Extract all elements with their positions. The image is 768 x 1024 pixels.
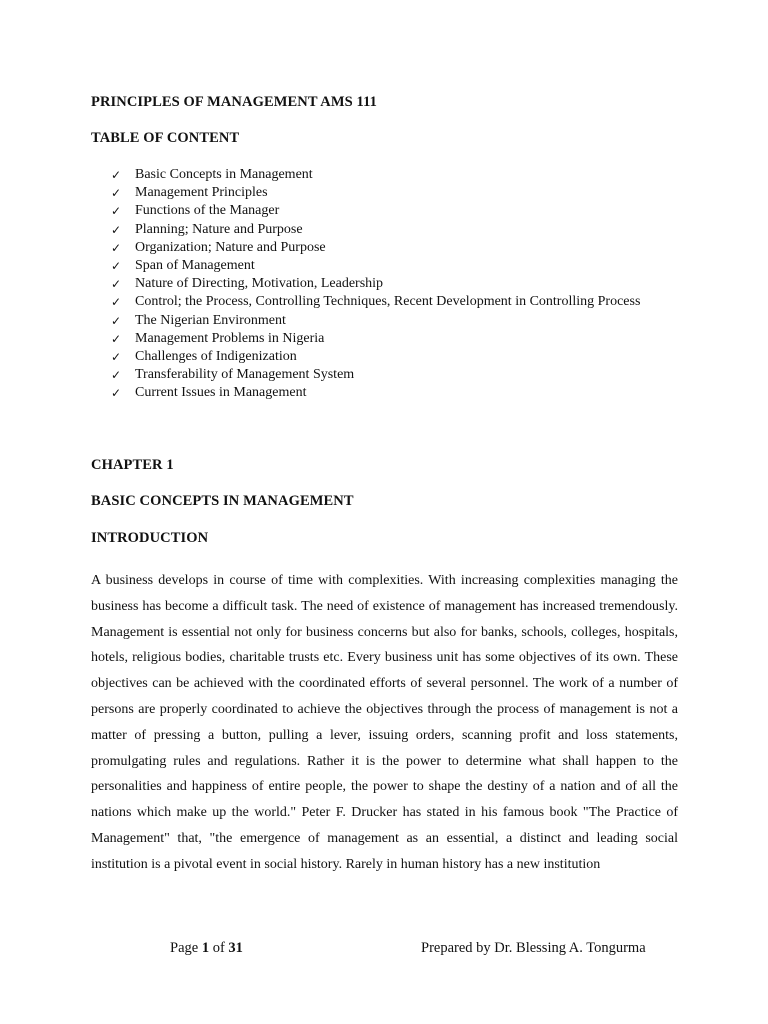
toc-item-label: The Nigerian Environment <box>135 312 286 328</box>
checkmark-icon: ✓ <box>111 277 122 292</box>
checkmark-icon: ✓ <box>111 168 122 182</box>
chapter-title: BASIC CONCEPTS IN MANAGEMENT <box>91 493 354 509</box>
toc-item-label: Control; the Process, Controlling Techniques, Recent Development in Controlling Process <box>135 294 641 310</box>
checkmark-icon: ✓ <box>111 313 122 328</box>
toc-item <box>111 366 678 384</box>
toc-item <box>111 221 678 239</box>
checkmark-icon: ✓ <box>111 240 122 255</box>
page-of: of <box>209 940 229 956</box>
toc-item-label: Challenges of Indigenization <box>135 349 297 365</box>
checkmark-icon: ✓ <box>111 186 122 201</box>
toc-item-label: Current Issues in Management <box>135 385 307 401</box>
checkmark-icon: ✓ <box>111 222 122 237</box>
page-current: 1 <box>201 940 210 956</box>
toc-item-label: Management Principles <box>135 185 268 201</box>
toc-item <box>111 348 678 366</box>
page-number <box>170 940 243 957</box>
toc-item-label: Planning; Nature and Purpose <box>135 221 303 237</box>
toc-item-label: Nature of Directing, Motivation, Leadership <box>135 276 384 292</box>
checkmark-icon: ✓ <box>111 350 122 365</box>
checkmark-icon: ✓ <box>111 259 122 274</box>
toc-item-label: Basic Concepts in Management <box>135 167 313 182</box>
toc-item-label: Functions of the Manager <box>135 203 280 219</box>
section-heading: INTRODUCTION <box>91 530 209 546</box>
toc-item-label: Organization; Nature and Purpose <box>135 239 326 255</box>
toc-item-label: Span of Management <box>135 258 255 274</box>
footer-author: Prepared by Dr. Blessing A. Tongurma <box>421 940 646 956</box>
toc-item-label: Management Problems in Nigeria <box>135 330 325 346</box>
toc-item <box>111 330 678 348</box>
intro-paragraph: A business develops in course of time with complexities. With increasing complexities managing the business has become a difficult task. The need of existence of management has increased tremendously. Management is essential not only for business concerns but also for banks, schools, colleges, hospitals, hotels, religious bodies, charitable trusts etc. Every business unit has some objectives of its own. These objectives can be achieved with the coordinated efforts of several personnel. The work of a number of persons are properly coordinated to achieve the objectives through the process of management is not a matter of pressing a button, pulling a lever, issuing orders, scanning profit and loss statements, promulgating rules and regulations. Rather it is the power to determine what shall happen to the personalities and happiness of entire people, the power to shape the destiny of a nation and of all the nations which make up the world." Peter F. Drucker has stated in his famous book "The Practice of Management" that, "the emergence of management as an essential, a distinct and leading social institution is a pivotal event in social history. Rarely in human history has a new institution <box>91 573 678 872</box>
table-of-contents <box>111 166 678 403</box>
page-prefix: Page <box>170 940 202 956</box>
toc-item-label: Transferability of Management System <box>135 367 355 383</box>
toc-item <box>111 275 678 293</box>
toc-item <box>111 312 678 330</box>
checkmark-icon: ✓ <box>111 204 122 219</box>
toc-item <box>111 384 678 402</box>
checkmark-icon: ✓ <box>111 331 122 346</box>
toc-item <box>111 239 678 257</box>
checkmark-icon: ✓ <box>111 368 122 383</box>
toc-item <box>111 166 678 184</box>
checkmark-icon: ✓ <box>111 295 122 310</box>
toc-item <box>111 293 678 311</box>
checkmark-icon: ✓ <box>111 386 122 401</box>
toc-item <box>111 184 678 202</box>
toc-item <box>111 257 678 275</box>
toc-heading: TABLE OF CONTENT <box>91 130 240 146</box>
page-total: 31 <box>228 940 243 956</box>
chapter-label: CHAPTER 1 <box>91 457 174 473</box>
toc-item <box>111 202 678 220</box>
document-title: PRINCIPLES OF MANAGEMENT AMS 111 <box>91 94 377 110</box>
